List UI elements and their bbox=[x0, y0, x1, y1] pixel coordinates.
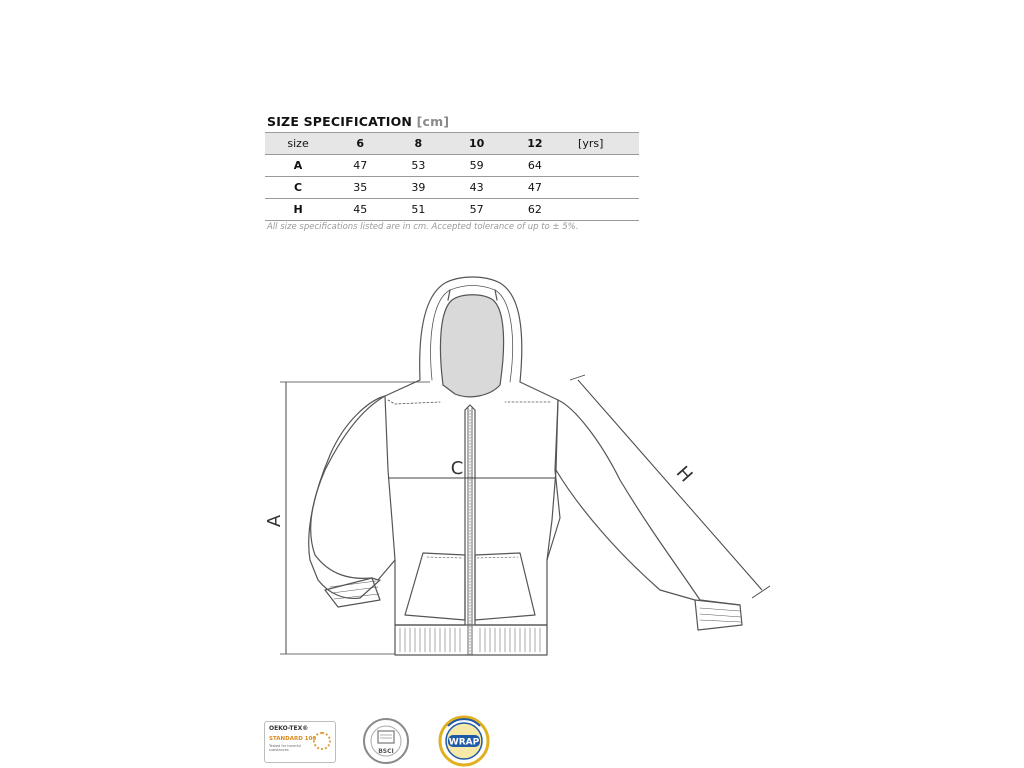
header-size-10: 10 bbox=[447, 133, 505, 155]
cell: 53 bbox=[389, 155, 447, 177]
cell: 64 bbox=[506, 155, 564, 177]
cell: 39 bbox=[389, 177, 447, 199]
measure-h-line bbox=[578, 380, 762, 590]
oeko-sun-icon bbox=[313, 732, 331, 750]
cell: 45 bbox=[331, 199, 389, 221]
left-pocket bbox=[405, 553, 465, 620]
header-size-8: 8 bbox=[389, 133, 447, 155]
oeko-standard: STANDARD 100 bbox=[269, 736, 317, 742]
row-label: A bbox=[265, 155, 331, 177]
body-outline bbox=[311, 380, 560, 625]
header-size-6: 6 bbox=[331, 133, 389, 155]
cell: 47 bbox=[506, 177, 564, 199]
oeko-title: OEKO-TEX® bbox=[269, 725, 309, 732]
tolerance-note: All size specifications listed are in cm. Accepted tolerance of up to ± 5%. bbox=[267, 222, 579, 232]
hood-opening bbox=[440, 295, 503, 397]
cell: 51 bbox=[389, 199, 447, 221]
oeko-tex-badge bbox=[264, 721, 336, 763]
right-pocket bbox=[475, 553, 535, 620]
cell: 47 bbox=[331, 155, 389, 177]
row-label: C bbox=[265, 177, 331, 199]
wrap-label: WRAP bbox=[448, 737, 480, 748]
waistband bbox=[395, 625, 547, 655]
header-unit: [yrs] bbox=[564, 133, 639, 155]
cell: 59 bbox=[447, 155, 505, 177]
wrap-badge bbox=[436, 714, 492, 768]
cell: 35 bbox=[331, 177, 389, 199]
cell: 62 bbox=[506, 199, 564, 221]
row-label: H bbox=[265, 199, 331, 221]
oeko-small-text: Tested for harmful substances bbox=[269, 744, 301, 753]
cell: 57 bbox=[447, 199, 505, 221]
right-sleeve bbox=[558, 400, 740, 605]
measure-h-label: H bbox=[671, 462, 697, 487]
bsci-badge bbox=[362, 717, 410, 765]
spec-title-text: SIZE SPECIFICATION bbox=[267, 114, 413, 129]
left-sleeve bbox=[309, 396, 385, 598]
header-size-12: 12 bbox=[506, 133, 564, 155]
bsci-label: BSCI bbox=[378, 748, 394, 755]
cell: 43 bbox=[447, 177, 505, 199]
measure-a-label: A bbox=[264, 514, 285, 528]
header-size-label: size bbox=[265, 133, 331, 155]
measure-c-label: C bbox=[450, 458, 464, 479]
spec-title-unit: [cm] bbox=[416, 114, 450, 129]
